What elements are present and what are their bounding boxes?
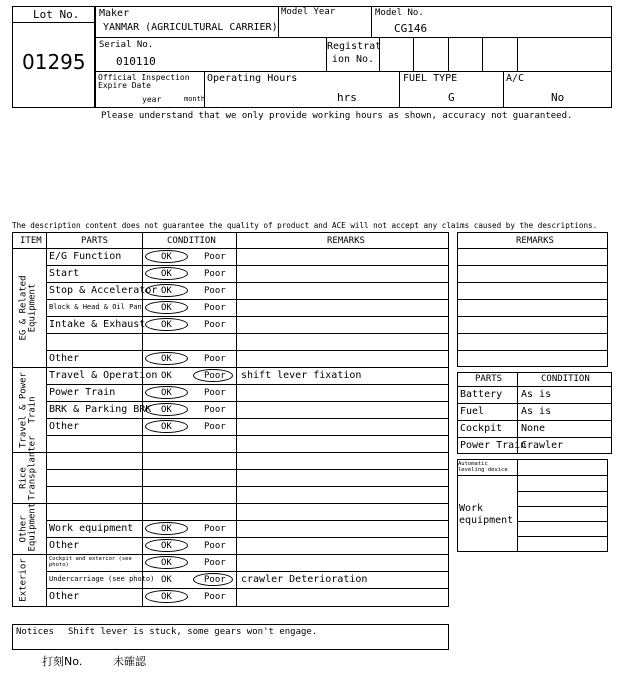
condition-poor: Poor — [204, 558, 226, 568]
condition-ok: OK — [161, 541, 172, 551]
part-label: Cockpit and exterior (see photo) — [49, 556, 132, 569]
condition-ok: OK — [161, 524, 172, 534]
row-divider — [46, 520, 449, 521]
row-divider — [457, 437, 612, 438]
work-equipment-line-5 — [517, 536, 608, 537]
poor-selected-circle — [193, 369, 233, 382]
ok-selected-circle — [145, 250, 188, 263]
row-divider — [457, 403, 612, 404]
ok-selected-circle — [145, 352, 188, 365]
remark-text: shift lever fixation — [241, 370, 362, 381]
row-divider — [457, 386, 612, 387]
inspection-month-label: month — [184, 95, 206, 103]
ac-label: A/C — [506, 73, 525, 84]
condition-poor: Poor — [204, 592, 226, 602]
part-label: Start — [49, 268, 80, 279]
group-label: Travel & Power Train — [18, 371, 38, 448]
row-divider — [457, 420, 612, 421]
lot-no-label: Lot No. — [33, 8, 80, 21]
condition-ok: OK — [161, 422, 172, 432]
part-label: Travel & Operation — [49, 370, 158, 381]
part-label: Block & Head & Oil Pan — [49, 303, 142, 311]
group-label: Rice Transplanter — [18, 434, 38, 500]
part-label: Work equipment — [49, 523, 134, 534]
stamp-no-label: 打刻No. — [42, 655, 83, 668]
ok-selected-circle — [145, 267, 188, 280]
right-remarks-line — [457, 316, 608, 317]
ok-selected-circle — [145, 403, 188, 416]
work-equipment-label: Work equipment — [459, 503, 514, 526]
auto-leveling-label: Automatic leveling device — [458, 461, 508, 474]
ok-selected-circle — [145, 539, 188, 552]
part-label: Power Train — [49, 387, 116, 398]
condition-poor: Poor — [204, 354, 226, 364]
condition-poor: Poor — [204, 388, 226, 398]
work-equipment-line-4 — [517, 521, 608, 522]
main-col-item-end — [46, 232, 47, 607]
row-divider — [46, 537, 449, 538]
part-label: Other — [49, 353, 80, 364]
header-col-maker-end — [278, 6, 279, 37]
model-year-label: Model Year — [281, 7, 336, 17]
model-no-value: CG146 — [394, 22, 428, 35]
row-divider — [46, 316, 449, 317]
row-divider — [46, 401, 449, 402]
condition-ok: OK — [161, 269, 172, 279]
operating-hours-label: Operating Hours — [207, 73, 298, 84]
main-header-condition: CONDITION — [167, 236, 216, 246]
condition-ok: OK — [161, 558, 172, 568]
header-col-fuel-end — [503, 71, 504, 108]
ok-selected-circle — [145, 522, 188, 535]
ok-selected-circle — [145, 386, 188, 399]
unconfirmed-text: 未確認 — [113, 655, 146, 668]
ok-selected-circle — [145, 318, 188, 331]
hours-unit: hrs — [337, 91, 357, 104]
row-divider — [46, 503, 449, 504]
row-divider — [46, 367, 449, 368]
right-remarks-header: REMARKS — [516, 236, 554, 246]
row-divider — [46, 418, 449, 419]
main-table-header-line — [12, 248, 449, 249]
right-remarks-line — [457, 282, 608, 283]
header-row-line-1 — [95, 37, 612, 38]
right-remarks-line — [457, 265, 608, 266]
condition-poor: Poor — [204, 320, 226, 330]
lot-no-divider — [12, 22, 95, 23]
condition-poor: Poor — [204, 405, 226, 415]
poor-selected-circle — [193, 573, 233, 586]
row-divider — [46, 350, 449, 351]
ok-selected-circle — [145, 420, 188, 433]
inspection-year-label: year — [142, 95, 162, 104]
group-label: Other Equipment — [18, 502, 38, 551]
header-col-reg-4 — [482, 37, 483, 71]
main-header-item: ITEM — [20, 236, 42, 246]
registration-label: Registrat ion No. — [327, 41, 382, 65]
group-label: EG & Related Equipment — [18, 274, 38, 341]
part-label: BRK & Parking BRK — [49, 404, 152, 415]
condition-poor: Poor — [204, 286, 226, 296]
notices-text: Shift lever is stuck, some gears won't engage. — [68, 627, 318, 637]
part-label: E/G Function — [49, 251, 122, 262]
header-col-modelyear-end — [371, 6, 372, 37]
condition-ok: OK — [161, 286, 172, 296]
row-divider — [46, 384, 449, 385]
serial-no-label: Serial No. — [99, 40, 154, 50]
part-label: Other — [49, 421, 80, 432]
part-label: Other — [49, 591, 80, 602]
pc-condition: Crawler — [521, 440, 564, 451]
description-note: The description content does not guarantee the quality of product and ACE will not accept any claims caused by the descriptions. — [12, 221, 598, 230]
notices-label: Notices — [16, 627, 54, 637]
group-divider — [12, 367, 46, 368]
row-divider — [46, 469, 449, 470]
main-header-remarks: REMARKS — [327, 236, 365, 246]
work-equipment-line-3 — [517, 506, 608, 507]
parts-condition-header-parts: PARTS — [475, 374, 503, 384]
row-divider — [46, 486, 449, 487]
ok-selected-circle — [145, 301, 188, 314]
parts-condition-header-condition: CONDITION — [541, 374, 590, 384]
maker-value: YANMAR (AGRICULTURAL CARRIER) — [103, 22, 278, 33]
condition-ok: OK — [161, 592, 172, 602]
work-equipment-line-1 — [457, 475, 608, 476]
pc-condition: As is — [521, 406, 552, 417]
row-divider — [46, 265, 449, 266]
condition-ok: OK — [161, 371, 172, 381]
condition-poor: Poor — [204, 269, 226, 279]
working-hours-note: Please understand that we only provide working hours as shown, accuracy not guaranteed. — [101, 111, 573, 121]
ac-value: No — [551, 91, 565, 104]
pc-part: Battery — [460, 389, 503, 400]
condition-ok: OK — [161, 405, 172, 415]
inspection-label-1: Official Inspection — [98, 73, 190, 82]
model-no-label: Model No. — [375, 8, 424, 18]
part-label: Other — [49, 540, 80, 551]
header-col-hours-end — [399, 71, 400, 108]
row-divider — [46, 333, 449, 334]
group-divider — [12, 554, 46, 555]
part-label: Intake & Exhaust — [49, 319, 146, 330]
header-col-reg-5 — [517, 37, 518, 71]
right-remarks-line — [457, 248, 608, 249]
row-divider — [46, 282, 449, 283]
condition-ok: OK — [161, 320, 172, 330]
row-divider — [46, 571, 449, 572]
header-row-line-2 — [95, 71, 612, 72]
condition-poor: Poor — [204, 575, 226, 585]
condition-ok: OK — [161, 252, 172, 262]
condition-poor: Poor — [204, 303, 226, 313]
condition-poor: Poor — [204, 524, 226, 534]
part-label: Stop & Accelerator — [49, 285, 158, 296]
pc-condition: As is — [521, 389, 552, 400]
lot-no-value: 01295 — [22, 50, 86, 74]
ok-selected-circle — [145, 590, 188, 603]
row-divider — [46, 435, 449, 436]
condition-poor: Poor — [204, 252, 226, 262]
right-remarks-line — [457, 333, 608, 334]
pc-condition: None — [521, 423, 546, 434]
header-col-reg-3 — [448, 37, 449, 71]
row-divider — [46, 554, 449, 555]
condition-ok: OK — [161, 575, 172, 585]
condition-poor: Poor — [204, 422, 226, 432]
main-col-condition-end — [236, 232, 237, 607]
condition-ok: OK — [161, 388, 172, 398]
row-divider — [46, 588, 449, 589]
condition-ok: OK — [161, 354, 172, 364]
condition-ok: OK — [161, 303, 172, 313]
pc-part: Cockpit — [460, 423, 503, 434]
pc-part: Power Train — [460, 440, 527, 451]
fuel-type-label: FUEL TYPE — [403, 73, 458, 84]
remark-text: crawler Deterioration — [241, 574, 368, 585]
ok-selected-circle — [145, 284, 188, 297]
condition-poor: Poor — [204, 371, 226, 381]
row-divider — [46, 452, 449, 453]
right-remarks-line — [457, 350, 608, 351]
row-divider — [46, 299, 449, 300]
fuel-type-value: G — [448, 91, 455, 104]
serial-no-value: 010110 — [116, 55, 156, 68]
maker-label: Maker — [99, 8, 130, 19]
main-header-parts: PARTS — [81, 236, 109, 246]
part-label: Undercarriage (see photo) — [49, 575, 155, 583]
work-equipment-line-2 — [517, 491, 608, 492]
ok-selected-circle — [145, 556, 188, 569]
condition-poor: Poor — [204, 541, 226, 551]
right-remarks-line — [457, 299, 608, 300]
pc-part: Fuel — [460, 406, 485, 417]
header-col-reg-2 — [413, 37, 414, 71]
inspection-label-2: Expire Date — [98, 81, 151, 90]
group-label: Exterior — [18, 557, 28, 602]
